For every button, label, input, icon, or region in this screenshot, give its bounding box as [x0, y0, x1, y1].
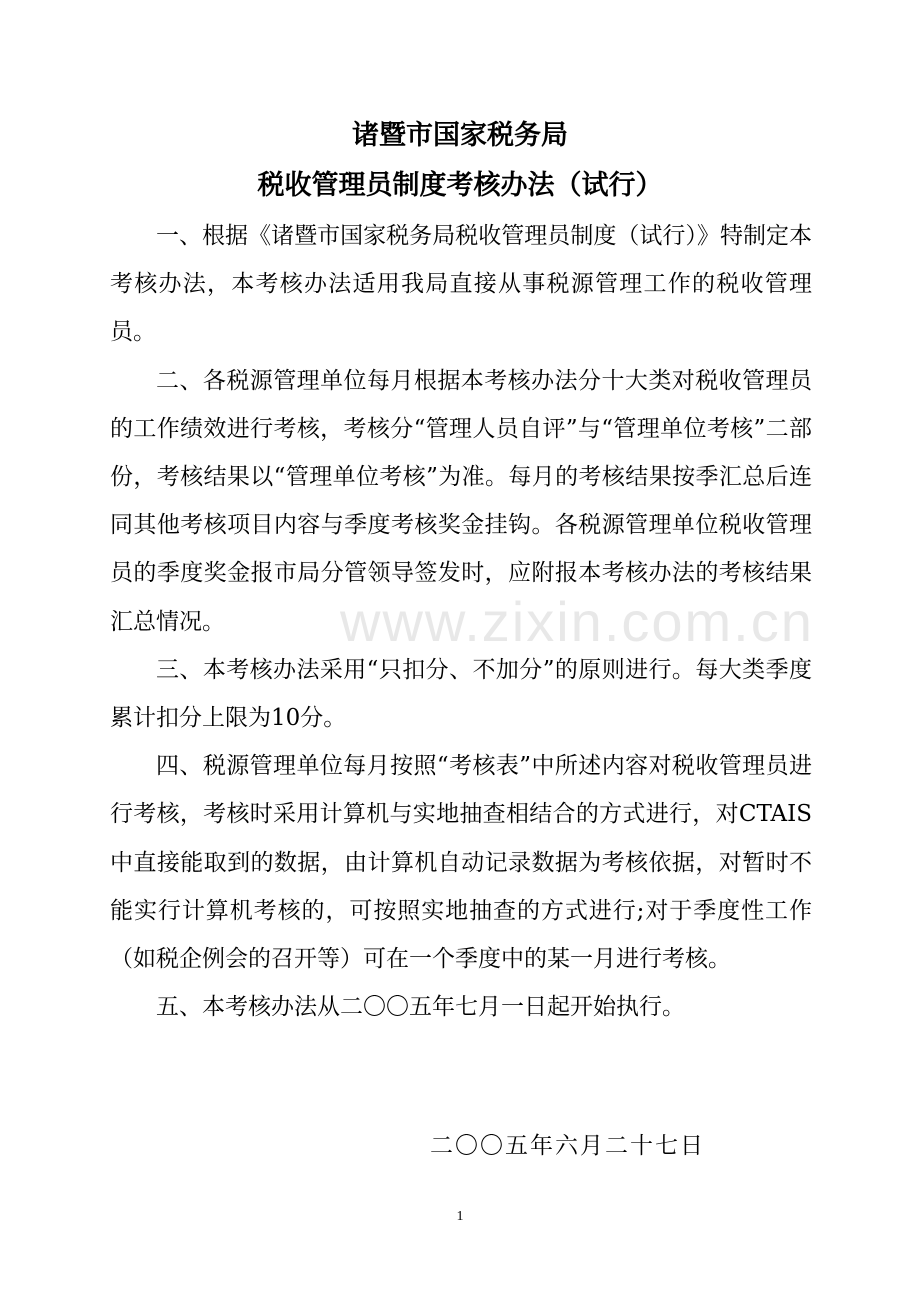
- document-body: [110, 212, 812, 1031]
- watermark: www.zixin.com.cn: [340, 590, 814, 653]
- paragraph-5: 五、本考核办法从二〇〇五年七月一日起开始执行。: [156, 994, 685, 1021]
- document-title-line2: 税收管理员制度考核办法（试行）: [257, 170, 663, 201]
- paragraph-1: 一、根据《诸暨市国家税务局税收管理员制度（试行）》特制定本考核办法，本考核办法适用我局直接从事税源管理工作的税收管理员。: [110, 223, 812, 346]
- document-date: 二〇〇五年六月二十七日: [430, 1133, 705, 1159]
- document-title-line1: 诸暨市国家税务局: [352, 120, 568, 151]
- paragraph-2: 二、各税源管理单位每月根据本考核办法分十大类对税收管理员的工作绩效进行考核，考核分“管理人员自评”与“管理单位考核”二部份，考核结果以“管理单位考核”为准。每月的考核结果按季汇总后连同其他考核项目内容与季度考核奖金挂钩。各税源管理单位税收管理员的季度奖金报市局分管领导签发时，应附报本考核办法的考核结果汇总情况。: [110, 367, 812, 635]
- paragraph-3: 三、本考核办法采用“只扣分、不加分”的原则进行。每大类季度累计扣分上限为10分。: [110, 656, 812, 732]
- paragraph-4: 四、税源管理单位每月按照“考核表”中所述内容对税收管理员进行考核，考核时采用计算机与实地抽查相结合的方式进行，对CTAIS中直接能取到的数据，由计算机自动记录数据为考核依据，对暂时不能实行计算机考核的，可按照实地抽查的方式进行;对于季度性工作（如税企例会的召开等）可在一个季度中的某一月进行考核。: [110, 753, 812, 973]
- page-number: 1: [456, 1209, 464, 1224]
